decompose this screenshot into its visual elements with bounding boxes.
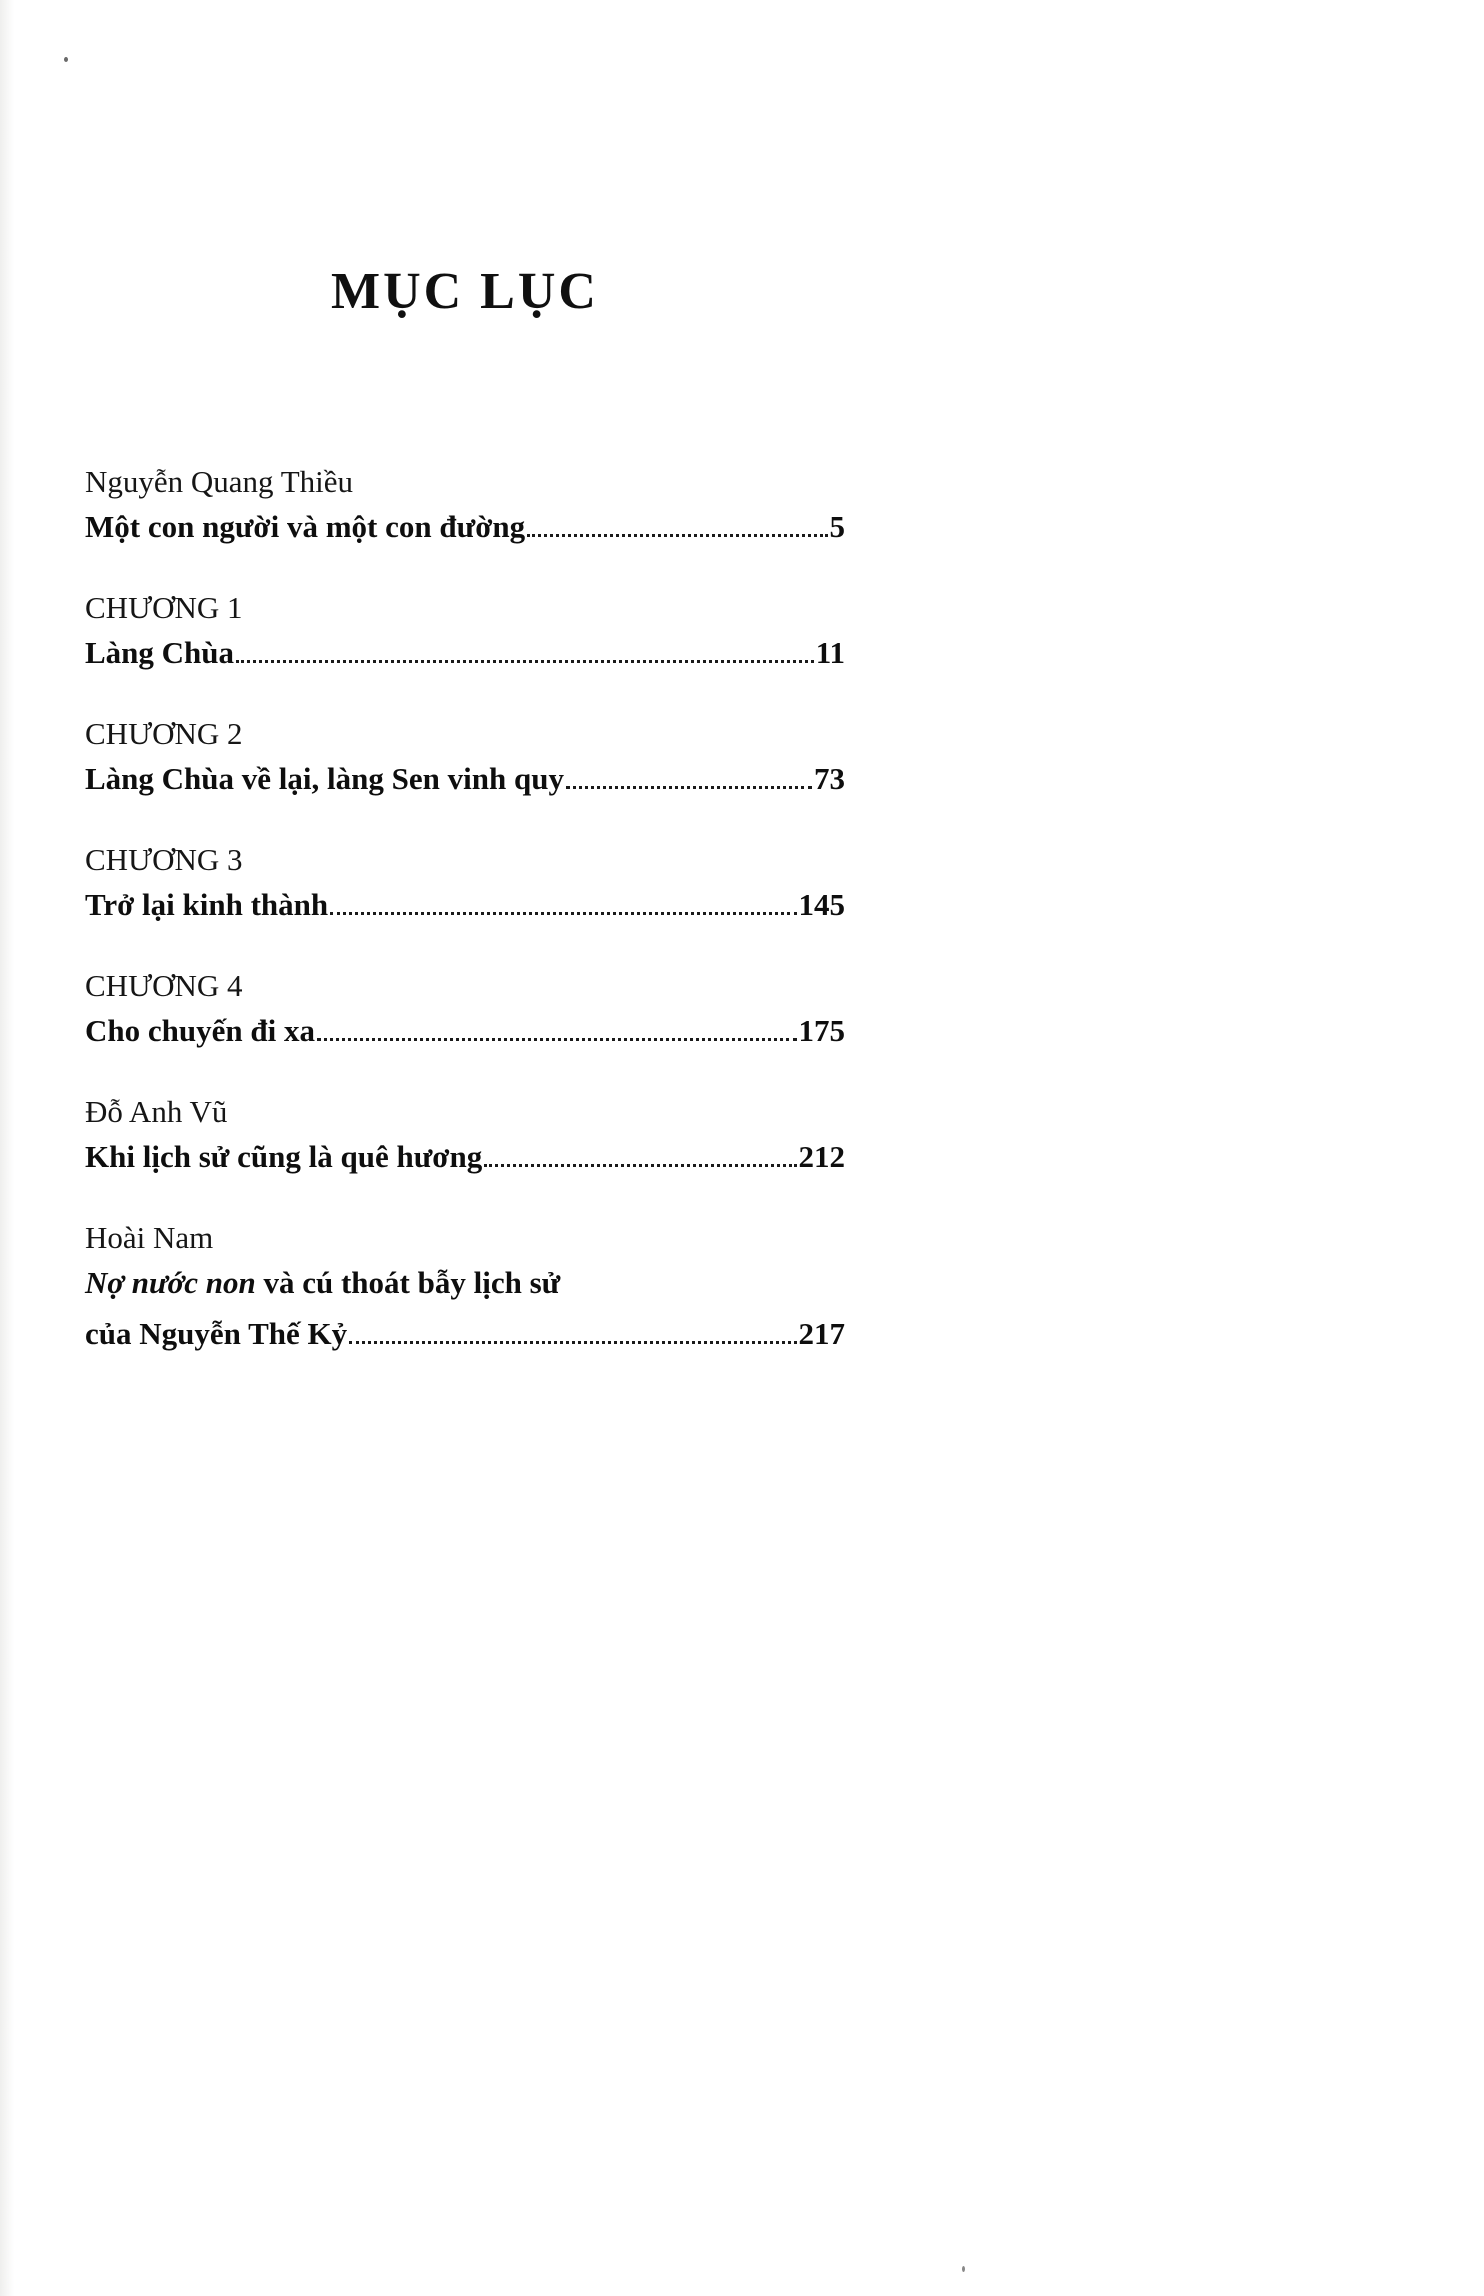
entry-heading: CHƯƠNG 4 xyxy=(85,968,243,1003)
entry-title-continued: của Nguyễn Thế Kỷ xyxy=(85,1316,348,1351)
entry-title: Trở lại kinh thành xyxy=(85,887,329,922)
entry-line xyxy=(85,630,845,675)
page-number: 175 xyxy=(798,1013,845,1048)
toc-entry xyxy=(85,711,845,801)
entry-heading: Nguyễn Quang Thiều xyxy=(85,464,354,499)
page-title: MỤC LỤC xyxy=(331,263,599,320)
toc-list xyxy=(85,459,845,1356)
entry-line xyxy=(85,504,845,549)
dot-leader xyxy=(527,534,827,537)
entry-title: Làng Chùa về lại, làng Sen vinh quy xyxy=(85,761,564,796)
entry-title-line xyxy=(85,1260,845,1311)
entry-title: Làng Chùa xyxy=(85,635,235,670)
entry-line xyxy=(85,1008,845,1053)
toc-entry xyxy=(85,1215,845,1356)
toc-entry xyxy=(85,585,845,675)
scan-speck xyxy=(962,2266,965,2272)
dot-leader xyxy=(330,912,796,915)
scan-speck xyxy=(64,57,68,62)
entry-title: Cho chuyến đi xa xyxy=(85,1013,315,1048)
entry-title: Một con người và một con đường xyxy=(85,509,526,544)
dot-leader xyxy=(349,1341,796,1344)
entry-heading: CHƯƠNG 2 xyxy=(85,716,243,751)
toc-entry xyxy=(85,1089,845,1179)
toc-entry xyxy=(85,459,845,549)
entry-line xyxy=(85,1311,845,1356)
entry-line xyxy=(85,882,845,927)
entry-title: và cú thoát bẫy lịch sử xyxy=(255,1265,561,1300)
dot-leader xyxy=(566,786,812,789)
entry-heading: Hoài Nam xyxy=(85,1220,214,1255)
toc-entry xyxy=(85,837,845,927)
page-number: 11 xyxy=(815,635,845,670)
page-number: 5 xyxy=(829,509,845,544)
entry-line xyxy=(85,756,845,801)
entry-line xyxy=(85,1134,845,1179)
page-number: 217 xyxy=(798,1316,845,1351)
dot-leader xyxy=(317,1038,797,1041)
page-number: 73 xyxy=(814,761,845,796)
entry-heading: CHƯƠNG 1 xyxy=(85,590,243,625)
entry-title-italic: Nợ nước non xyxy=(85,1265,256,1300)
dot-leader xyxy=(236,660,814,663)
entry-heading: Đỗ Anh Vũ xyxy=(85,1094,228,1129)
toc-entry xyxy=(85,963,845,1053)
dot-leader xyxy=(484,1164,796,1167)
entry-heading: CHƯƠNG 3 xyxy=(85,842,243,877)
page-number: 145 xyxy=(798,887,845,922)
entry-title: Khi lịch sử cũng là quê hương xyxy=(85,1139,483,1174)
page-number: 212 xyxy=(798,1139,845,1174)
